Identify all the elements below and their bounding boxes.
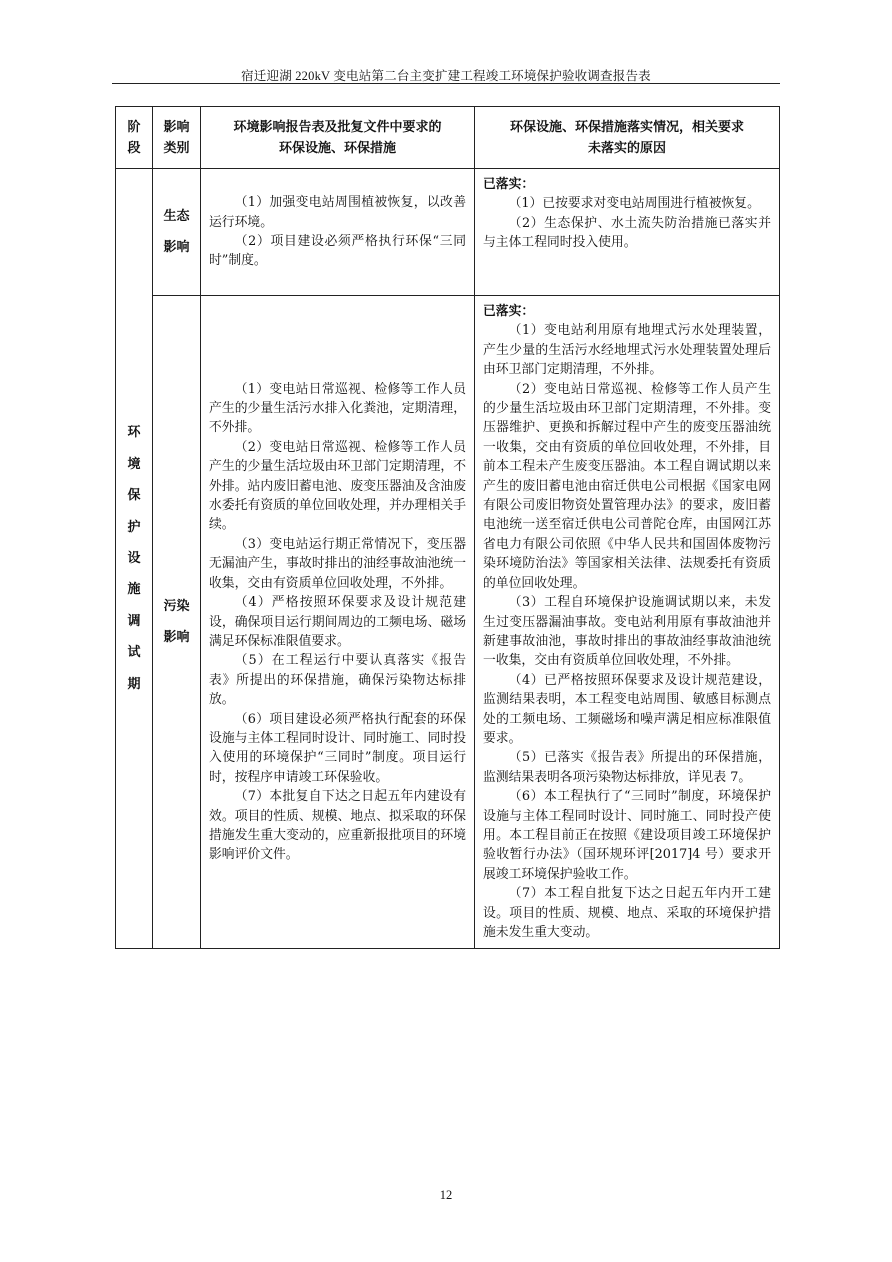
header-stage: [116, 107, 153, 169]
requirement-item: （7）本批复自下达之日起五年内建设有效。项目的性质、规模、地点、拟采取的环保措施发生重大变动的，应重新报批项目的环境影响评价文件。: [209, 789, 466, 863]
implementation-item: （7）本工程自批复下达之日起五年内开工建设。项目的性质、规模、地点、采取的环境保护措施未发生重大变动。: [483, 886, 771, 940]
header-category-line: 影响: [163, 119, 190, 135]
header-stage-line: 阶: [127, 119, 141, 135]
measures-table: [115, 106, 780, 949]
page-header: 宿迁迎湖 220kV 变电站第二台主变扩建工程竣工环境保护验收调查报告表: [241, 69, 651, 83]
implementation-item: （1）已按要求对变电站周围进行植被恢复。: [508, 196, 760, 212]
stage-char: 保: [127, 488, 141, 504]
header-rule: [112, 83, 780, 84]
stage-char: 调: [127, 613, 141, 629]
header-requirements-line: 环境影响报告表及批复文件中要求的: [233, 119, 442, 135]
requirement-item: （2）变电站日常巡视、检修等工作人员产生的少量生活垃圾由环卫部门定期清理，不外排。站内废旧蓄电池、废变压器油及含油废水委托有资质的单位回收处理，并办理相关手续。: [209, 439, 466, 533]
table-row-ecology: [116, 169, 780, 296]
category-line: 生态: [163, 209, 190, 224]
page-number: 12: [439, 1188, 453, 1202]
table-header-row: [116, 107, 780, 169]
table-row-pollution: [116, 296, 780, 949]
implementation-item: （3）工程自环境保护设施调试期以来，未发生过变压器漏油事故。变电站利用原有事故油池并新建事故油池，事故时排出的事故油经事故油池统一收集，交由有资质单位回收处理，不外排。: [483, 595, 771, 669]
header-category: [153, 107, 201, 169]
stage-char: 设: [127, 551, 141, 566]
header-category-line: 类别: [163, 140, 190, 156]
header-stage-line: 段: [127, 140, 141, 156]
implementation-item: （4）已严格按照环保要求及设计规范建设，监测结果表明，本工程变电站周围、敏感目标测点处的工频电场、工频磁场和噪声满足相应标准限值要求。: [483, 672, 771, 746]
requirement-item: （6）项目建设必须严格执行配套的环保设施与主体工程同时设计、同时施工、同时投入使用的环境保护“三同时”制度。项目运行时，按程序申请竣工环保验收。: [209, 711, 466, 785]
stage-char: 期: [127, 676, 141, 692]
requirement-item: （3）变电站运行期正常情况下，变压器无漏油产生，事故时排出的油经事故油池统一收集，交由有资质单位回收处理，不外排。: [209, 536, 466, 591]
implementation-ecology: [475, 169, 780, 296]
implemented-label: 已落实：: [483, 177, 535, 192]
requirements-pollution: [201, 296, 475, 949]
requirement-item: （2）项目建设必须严格执行环保“三同时”制度。: [209, 234, 466, 269]
stage-cell: [116, 169, 153, 949]
header-implementation-line: 环保设施、环保措施落实情况，相关要求: [509, 119, 744, 135]
requirement-item: （1）加强变电站周围植被恢复，以改善运行环境。: [209, 195, 466, 230]
stage-char: 护: [127, 519, 141, 535]
header-requirements-line: 环保设施、环保措施: [278, 140, 396, 156]
requirement-item: （1）变电站日常巡视、检修等工作人员产生的少量生活污水排入化粪池，定期清理，不外排。: [209, 381, 466, 436]
header-requirements: [201, 107, 475, 169]
category-line: 影响: [163, 630, 190, 646]
category-ecology: [153, 169, 201, 296]
requirement-item: （5）在工程运行中要认真落实《报告表》所提出的环保措施，确保污染物达标排放。: [209, 653, 466, 708]
implementation-pollution: [475, 296, 780, 949]
category-line: 污染: [163, 599, 190, 615]
header-implementation: [475, 107, 780, 169]
category-pollution: [153, 296, 201, 949]
stage-char: 试: [127, 645, 141, 661]
implemented-label: 已落实：: [483, 304, 535, 319]
requirements-ecology: [201, 169, 475, 296]
stage-char: 施: [127, 582, 141, 598]
implementation-item: （6）本工程执行了“三同时”制度，环境保护设施与主体工程同时设计、同时施工、同时投产使用。本工程目前正在按照《建设项目竣工环境保护验收暂行办法》（国环规环评[2017]4 号）要求开展竣工环境保护验收工作。: [483, 789, 771, 882]
implementation-item: （2）变电站日常巡视、检修等工作人员产生的少量生活垃圾由环卫部门定期清理，不外排。变压器维护、更换和拆解过程中产生的废变压器油统一收集，交由有资质的单位回收处理，不外排，目前本工程未产生废变压器油。本工程自调试期以来产生的废旧蓄电池由宿迁供电公司根据《国家电网有限公司废旧物资处置管理办法》的要求，废旧蓄电池统一送至宿迁供电公司普陀仓库，由国网江苏省电力有限公司依照《中华人民共和国固体废物污染环境防治法》等国家相关法律、法规委托有资质的单位回收处理。: [483, 381, 771, 591]
stage-char: 境: [127, 456, 141, 472]
implementation-item: （2）生态保护、水土流失防治措施已落实并与主体工程同时投入使用。: [483, 215, 771, 251]
requirement-item: （4）严格按照环保要求及设计规范建设，确保项目运行期间周边的工频电场、磁场满足环保标准限值要求。: [209, 595, 466, 649]
implementation-item: （5）已落实《报告表》所提出的环保措施，监测结果表明各项污染物达标排放，详见表 7。: [483, 750, 771, 785]
header-implementation-line: 未落实的原因: [587, 140, 666, 156]
stage-char: 环: [127, 425, 141, 441]
implementation-item: （1）变电站利用原有地埋式污水处理装置，产生少量的生活污水经地埋式污水处理装置处理后由环卫部门定期清理，不外排。: [483, 323, 771, 378]
category-line: 影响: [163, 240, 190, 255]
